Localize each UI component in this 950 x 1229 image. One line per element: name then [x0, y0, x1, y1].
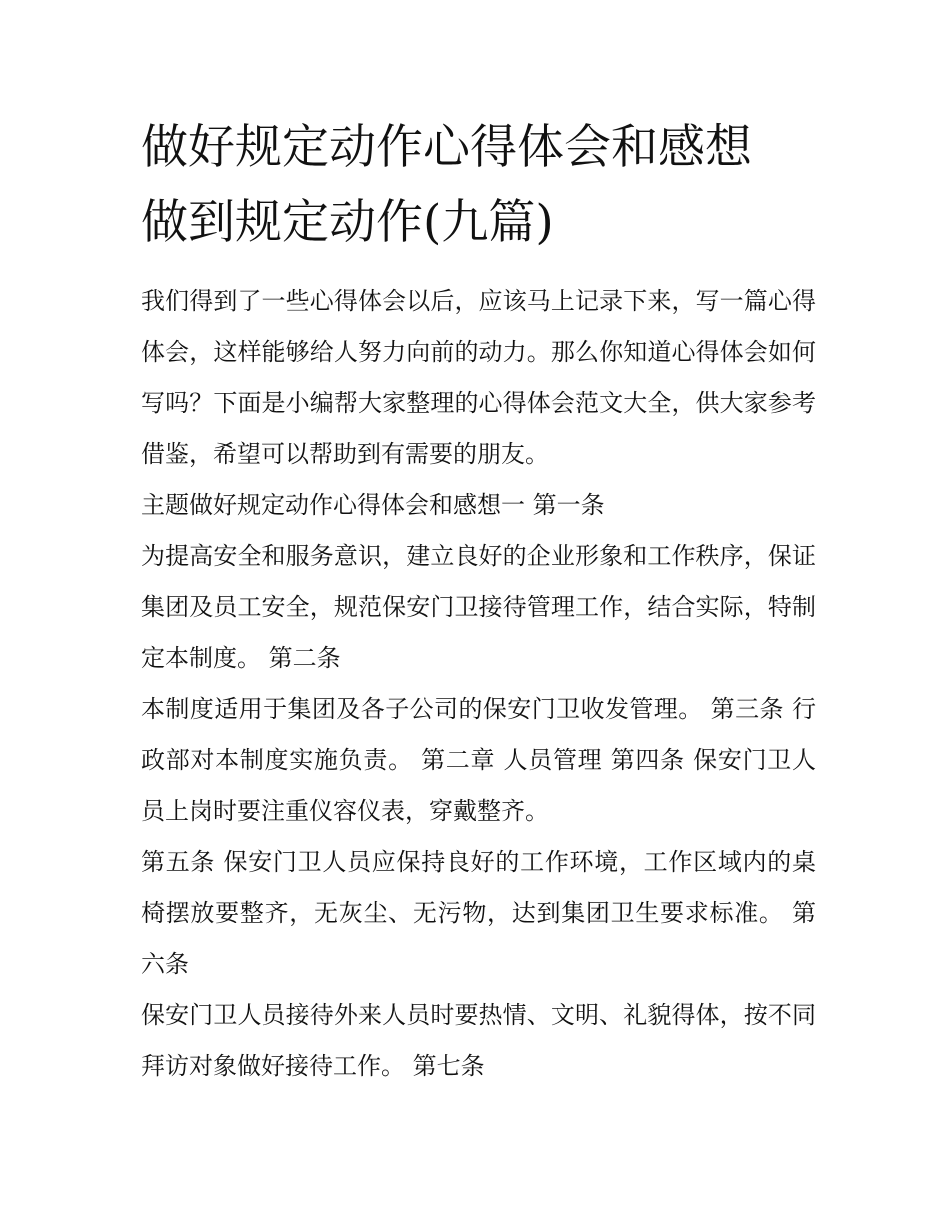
paragraph-article-6: 保安门卫人员接待外来人员时要热情、文明、礼貌得体，按不同拜访对象做好接待工作。 第七条 [141, 1001, 816, 1080]
document-title: 做好规定动作心得体会和感想 做到规定动作(九篇) [141, 120, 752, 250]
paragraph-article-5: 第五条 保安门卫人员应保持良好的工作环境，工作区域内的桌椅摆放要整齐，无灰尘、无污物，达到集团卫生要求标准。 第六条 [141, 848, 816, 978]
paragraph-article-2-4: 本制度适用于集团及各子公司的保安门卫收发管理。 第三条 行政部对本制度实施负责。 第二章 人员管理 第四条 保安门卫人员上岗时要注重仪容仪表，穿戴整齐。 [141, 695, 816, 825]
document-page [141, 110, 816, 1092]
paragraph-topic-heading: 主题做好规定动作心得体会和感想一 第一条 [141, 491, 605, 519]
paragraph-article-1: 为提高安全和服务意识，建立良好的企业形象和工作秩序，保证集团及员工安全，规范保安门卫接待管理工作，结合实际，特制定本制度。 第二条 [141, 542, 816, 672]
paragraph-intro: 我们得到了一些心得体会以后，应该马上记录下来，写一篇心得体会，这样能够给人努力向前的动力。那么你知道心得体会如何写吗？下面是小编帮大家整理的心得体会范文大全，供大家参考借鉴，希望可以帮助到有需要的朋友。 [141, 287, 816, 468]
